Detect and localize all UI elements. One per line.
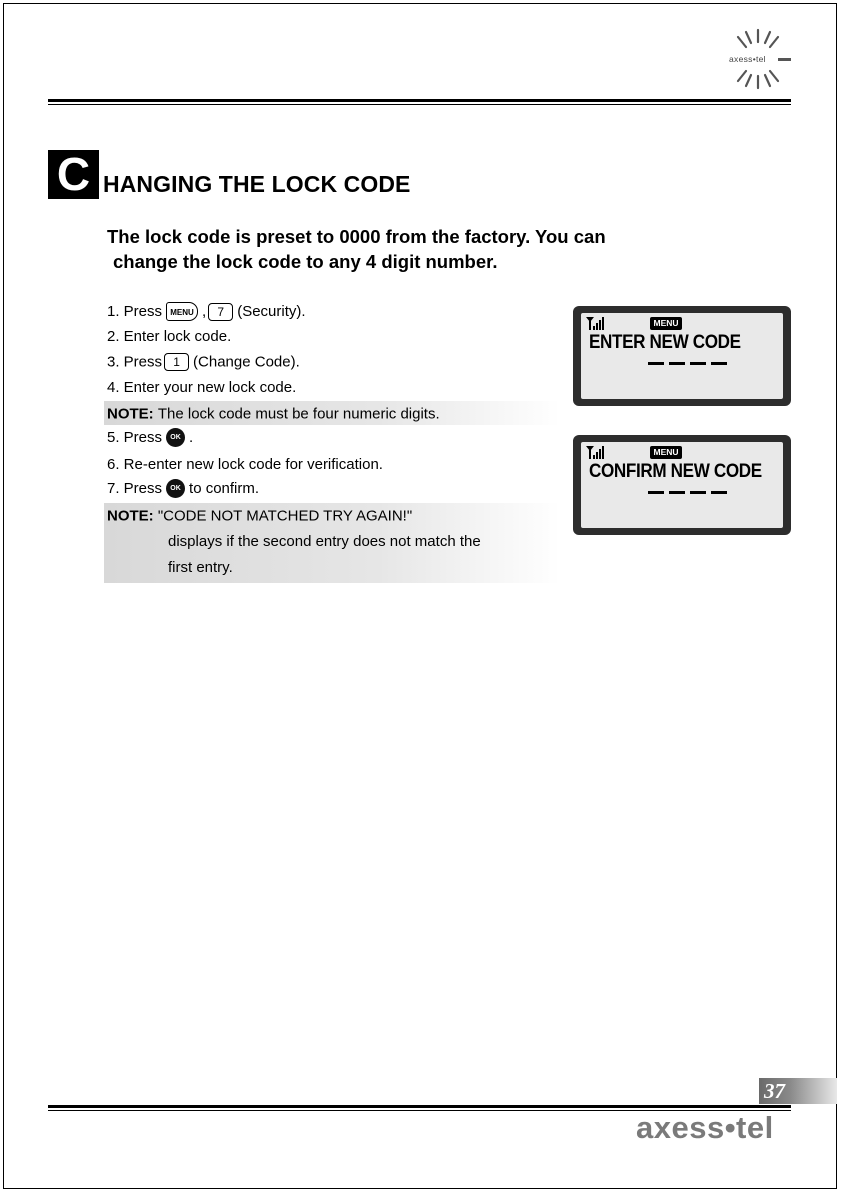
step-3-prefix: 3. Press: [107, 353, 163, 371]
header-rule-thin: [48, 104, 791, 105]
step-2: 2. Enter lock code.: [107, 328, 232, 345]
note-1-label: NOTE:: [107, 405, 154, 423]
step-7-prefix: 7. Press: [107, 480, 163, 497]
menu-key-icon: MENU: [166, 302, 198, 321]
note-1: [104, 401, 560, 425]
intro-line-2: change the lock code to any 4 digit number.: [113, 251, 498, 272]
page-title: HANGING THE LOCK CODE: [103, 171, 411, 197]
phone-screen-enter: [573, 306, 791, 406]
step-7-suffix: to confirm.: [189, 480, 260, 497]
screen-message: CONFIRM NEW CODE: [589, 461, 762, 482]
menu-indicator-icon: MENU: [650, 317, 682, 330]
page-number: 37: [764, 1079, 785, 1103]
phone-screen-confirm: [573, 435, 791, 535]
note-2-line-1: "CODE NOT MATCHED TRY AGAIN!": [157, 507, 413, 525]
menu-indicator-icon: MENU: [650, 446, 682, 459]
note-2-line-3: first entry.: [168, 559, 233, 576]
step-1-sep: ,: [202, 303, 207, 320]
code-placeholder: [648, 362, 727, 365]
step-6: 6. Re-enter new lock code for verification.: [107, 456, 383, 473]
note-1-text: The lock code must be four numeric digits.: [157, 405, 440, 423]
ok-key-icon: OK: [166, 479, 185, 498]
step-7: [107, 479, 259, 498]
signal-icon: [585, 445, 607, 459]
note-2-label: NOTE:: [107, 507, 154, 525]
signal-icon: [585, 316, 607, 330]
footer-brand-logo: axess•tel: [636, 1110, 774, 1145]
intro-line-1: The lock code is preset to 0000 from the factory. You can: [107, 226, 606, 247]
logo-wordmark: axess•tel: [729, 54, 766, 64]
step-5-prefix: 5. Press: [107, 429, 163, 446]
intro-paragraph: [107, 224, 606, 274]
step-1-suffix: (Security).: [237, 303, 306, 320]
page-number-badge: [759, 1078, 837, 1104]
axesstel-logo: [724, 28, 792, 90]
key-1-icon: 1: [164, 353, 189, 371]
note-2-line-2: displays if the second entry does not match the: [168, 533, 481, 550]
step-1-prefix: 1. Press: [107, 303, 163, 320]
code-placeholder: [648, 491, 727, 494]
step-5: [107, 428, 193, 447]
step-3: [107, 353, 300, 371]
ok-key-icon: OK: [166, 428, 185, 447]
step-4: 4. Enter your new lock code.: [107, 379, 297, 396]
step-5-suffix: .: [189, 429, 194, 446]
logo-dash: [778, 58, 791, 61]
title-initial: C: [48, 150, 99, 199]
step-1: [107, 302, 306, 321]
header-rule: [48, 99, 791, 102]
note-2: [104, 503, 560, 583]
step-3-suffix: (Change Code).: [193, 353, 300, 371]
screen-message: ENTER NEW CODE: [589, 332, 741, 353]
footer-rule: [48, 1105, 791, 1108]
key-7-icon: 7: [208, 303, 233, 321]
